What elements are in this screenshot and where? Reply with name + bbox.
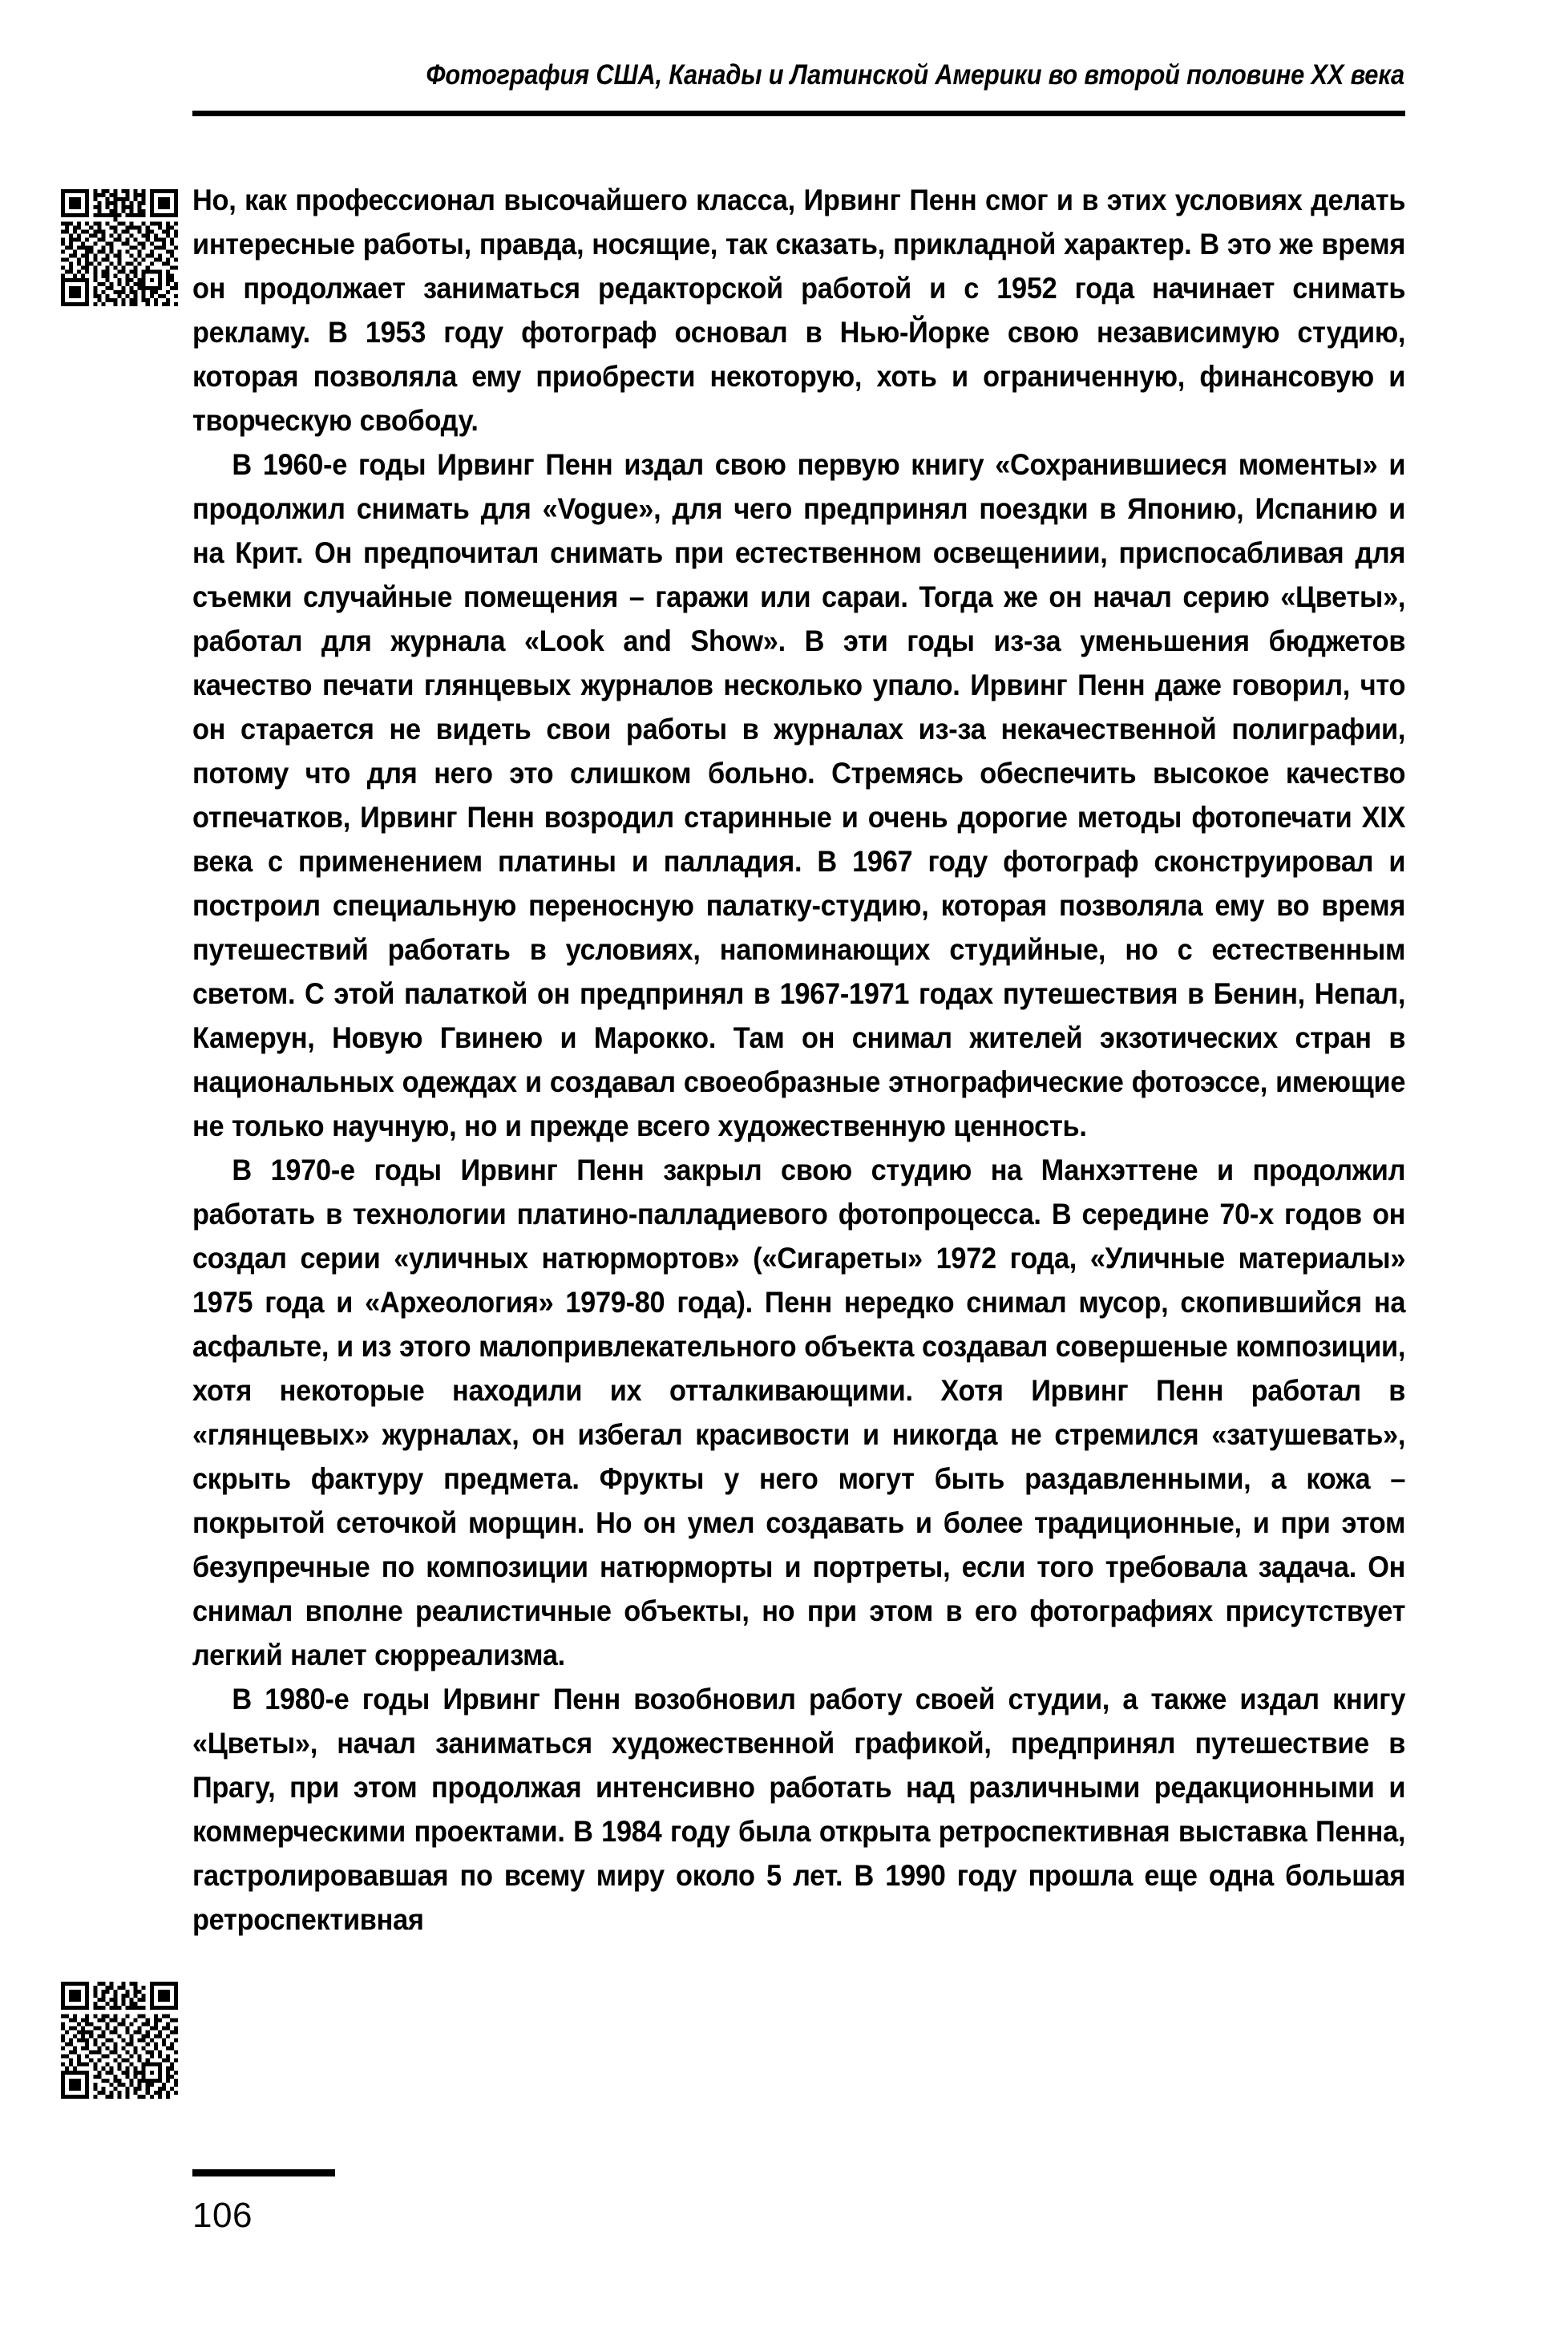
running-head: Фотография США, Канады и Латинской Америки во второй половине XX века: [426, 59, 1404, 91]
footer-rule: [192, 2169, 335, 2176]
body-text-column: [192, 178, 1405, 1942]
paragraph: Но, как профессионал высочайшего класса, Ирвинг Пенн смог и в этих условиях делать интересные работы, правда, носящие, так сказать, прикладной характер. В это же время он продолжает заниматься редакторской работой и с 1952 года начинает снимать рекламу. В 1953 году фотограф основал в Нью-Йорке свою независимую студию, которая позволяла ему приобрести некоторую, хоть и ограниченную, финансовую и творческую свободу.: [192, 183, 1406, 437]
qr-code-icon: [61, 189, 178, 306]
paragraph: В 1970-е годы Ирвинг Пенн закрыл свою студию на Манхэттене и продолжил работать в технологии платино-палладиевого фотопроцесса. В середине 70-х годов он создал серии «уличных натюрмортов» («Сигареты» 1972 года, «Уличные материалы» 1975 года и «Археология» 1979-80 года). Пенн нередко снимал мусор, скопившийся на асфальте, и из этого малопривлекательного объекта создавал совершеные композиции, хотя некоторые находили их отталкивающими. Хотя Ирвинг Пенн работал в «глянцевых» журналах, он избегал красивости и никогда не стремился «затушевать», скрыть фактуру предмета. Фрукты у него могут быть раздавленными, а кожа – покрытой сеточкой морщин. Но он умел создавать и более традиционные, и при этом безупречные по композиции натюрморты и портреты, если того требовала задача. Он снимал вполне реалистичные объекты, но при этом в его фотографиях присутствует легкий налет сюрреализма.: [192, 1153, 1406, 1671]
page-number: 106: [192, 2196, 253, 2235]
paragraph: В 1980-е годы Ирвинг Пенн возобновил работу своей студии, а также издал книгу «Цветы», начал заниматься художественной графикой, предпринял путешествие в Прагу, при этом продолжая интенсивно работать над различными редакционными и коммерческими проектами. В 1984 году была открыта ретроспективная выставка Пенна, гастролировавшая по всему миру около 5 лет. В 1990 году прошла еще одна большая ретроспективная: [192, 1682, 1406, 1936]
paragraph: В 1960-е годы Ирвинг Пенн издал свою первую книгу «Сохранившиеся моменты» и продолжил снимать для «Vogue», для чего предпринял поездки в Японию, Испанию и на Крит. Он предпочитал снимать при естественном освещениии, приспосабливая для съемки случайные помещения – гаражи или сараи. Тогда же он начал серию «Цветы», работал для журнала «Look and Show». В эти годы из-за уменьшения бюджетов качество печати глянцевых журналов несколько упало. Ирвинг Пенн даже говорил, что он старается не видеть свои работы в журналах из-за некачественной полиграфии, потому что для него это слишком больно. Стремясь обеспечить высокое качество отпечатков, Ирвинг Пенн возродил старинные и очень дорогие методы фотопечати XIX века с применением платины и палладия. В 1967 году фотограф сконструировал и построил специальную переносную палатку-студию, которая позволяла ему во время путешествий работать в условиях, напоминающих студийные, но с естественным светом. С этой палаткой он предпринял в 1967-1971 годах путешествия в Бенин, Непал, Камерун, Новую Гвинею и Марокко. Там он снимал жителей экзотических стран в национальных одеждах и создавал своеобразные этнографические фотоэссе, имеющие не только научную, но и прежде всего художественную ценность.: [192, 447, 1406, 1142]
header-rule: [192, 111, 1405, 116]
qr-code-icon: [61, 1982, 178, 2099]
